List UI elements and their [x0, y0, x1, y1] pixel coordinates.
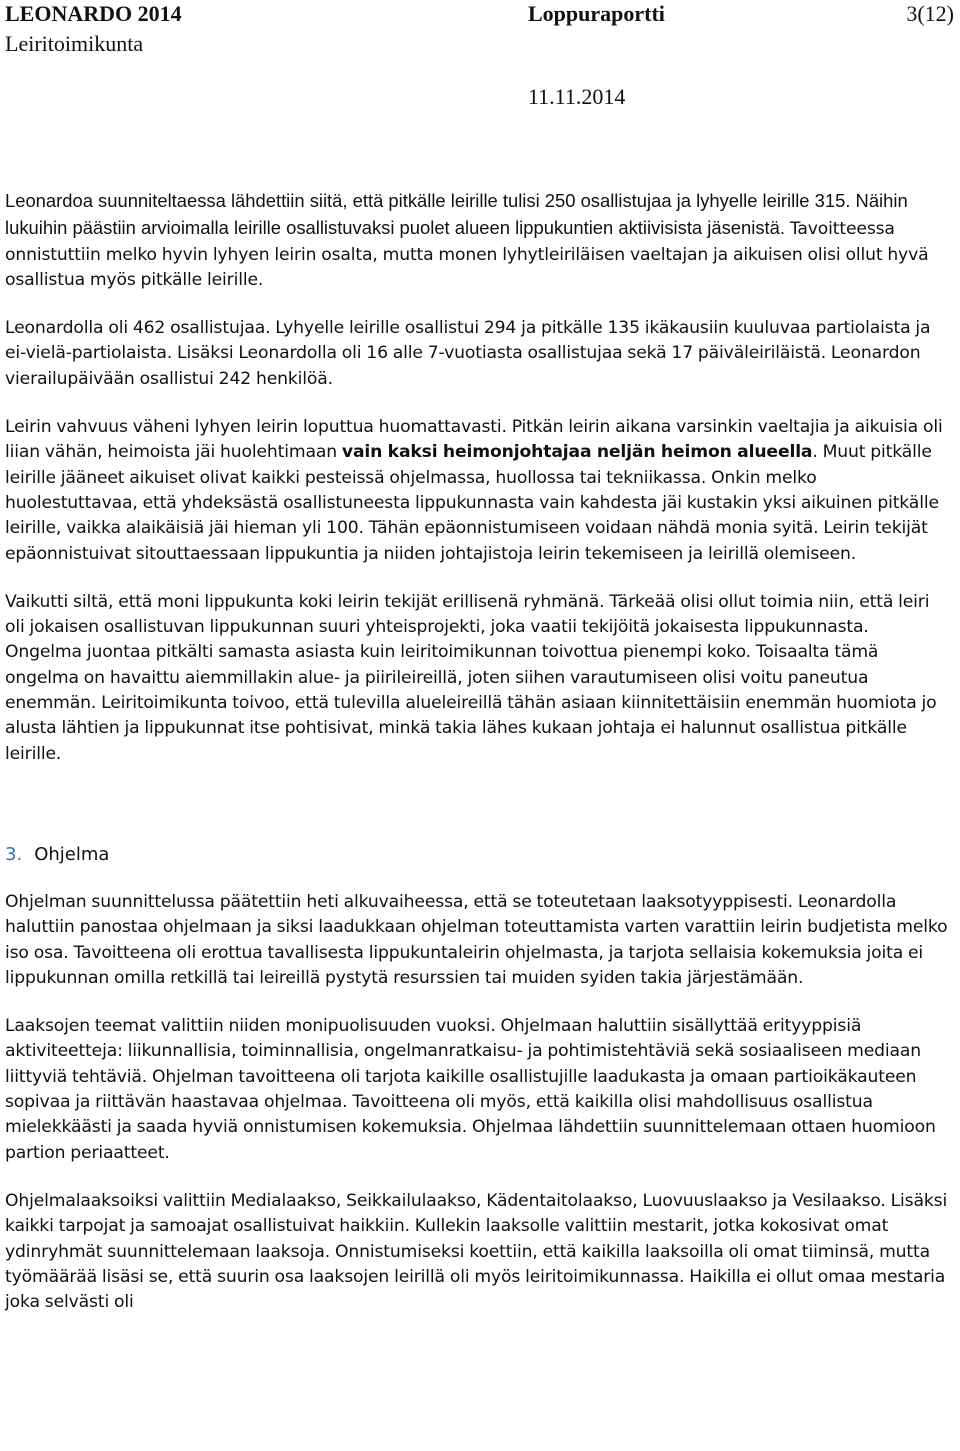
paragraph-program-valleys: Ohjelmalaaksoiksi valittiin Medialaakso, Seikkailulaakso, Kädentaitolaakso, Luovuuslaakso ja Vesilaakso. Lisäksi kaikki tarpojat ja samoajat osallistuivat haikkiin. Kullekin laaksolle valittiin mestarit, jotka kokosivat omat ydinryhmät suunnittelemaan laaksoja. Onnistumiseksi koettiin, että kaikilla laaksoilla oli omat tiiminsä, mutta työmäärää lisäsi se, että suurin osa laaksojen leirillä oli myös leiritoimikunnassa. Haikilla ei ollut omaa mestaria joka selvästi oli [5, 1190, 948, 1313]
paragraph-camp-strength [5, 415, 950, 567]
paragraph-valley-themes: Laaksojen teemat valittiin niiden monipuolisuuden vuoksi. Ohjelmaan haluttiin sisällyttää erityyppisiä aktiviteetteja: liikunnallisia, toiminnallisia, ongelmanratkaisu- ja pohtimistehtäviä sekä sosiaaliseen mediaan liittyviä tehtäviä. Ohjelman tavoitteena oli tarjota kaikille osallistujille laadukasta ja omaan partioikäkauteen sopivaa ja riittävän haastavaa ohjelmaa. Tavoitteena oli myös, että kaikilla olisi mahdollisuus osallistua mielekkäästi ja saada hyviä onnistumisen kokemuksia. Ohjelmaa lähdettiin suunnittelemaan ottaen huomioon partion periaatteet. [5, 1016, 936, 1163]
section-title: Ohjelma [34, 843, 110, 865]
document-body [5, 188, 950, 1338]
paragraph-camp-strength-emphasis: vain kaksi heimonjohtajaa neljän heimon alueella [341, 442, 813, 463]
section-heading [5, 842, 950, 868]
paragraph-participant-counts: Leonardolla oli 462 osallistujaa. Lyhyelle leirille osallistui 294 ja pitkälle 135 ikäkausiin kuuluvaa partiolaista ja ei-vielä-partiolaista. Lisäksi Leonardolla oli 16 alle 7-vuotiasta osallistujaa sekä 17 päiväleiriläistä. Leonardon vierailupäivään osallistui 242 henkilöä. [5, 318, 931, 389]
header-title: LEONARDO 2014 [5, 1, 182, 26]
paragraph-program-planning: Ohjelman suunnittelussa päätettiin heti alkuvaiheessa, että se toteutetaan laaksotyyppisesti. Leonardolla haluttiin panostaa ohjelmaan ja siksi laadukkaan ohjelman toteuttamista varten varattiin leirin budjetista melko iso osa. Tavoitteena oli erottua tavallisesta lippukuntaleirin ohjelmasta, ja tarjota sellaisia kokemuksia joita ei lippukunnan omilla retkillä tai leireillä pystytä resurssien tai muiden syiden takia järjestämään. [5, 891, 948, 988]
paragraph-participants-plan [5, 188, 950, 293]
header-date: 11.11.2014 [528, 84, 626, 109]
paragraph-camp-strength-part1: Leirin vahvuus väheni lyhyen leirin loputtua huomattavasti. Pitkän leirin aikana varsinkin vaeltajia ja aikuisia oli liian vähän, heimoista jäi huolehtimaan [5, 417, 943, 463]
section-number: 3. [5, 843, 23, 865]
header-page-number: 3(12) [906, 1, 954, 26]
paragraph-camp-strength-part2: . Muut pitkälle leirille jääneet aikuiset olivat kaikki pesteissä ohjelmassa, huollossa tai tekniikassa. Onkin melko huolestuttavaa, että yhdeksästä osallistuneesta lippukunnasta vain kahdesta jäi kustakin yksi aikuinen pitkälle leirille, vaikka alaikäisiä jäi hieman yli 100. Tähän epäonnistumiseen voidaan nähdä monia syitä. Leirin tekijät epäonnistuivat sitouttaessaan lippukuntia ja niiden johtajistoja leirin tekemiseen ja leirillä olemiseen. [5, 442, 939, 564]
paragraph-troop-engagement: Vaikutti siltä, että moni lippukunta koki leirin tekijät erillisenä ryhmänä. Tärkeää olisi ollut toimia niin, että leiri oli jokaisen osallistuvan lippukunnan suuri yhteisprojekti, joka vaatii tekijöitä jokaisesta lippukunnasta. Ongelma juontaa pitkälti samasta asiasta kuin leiritoimikunnan toivottua pienempi koko. Toisaalta tämä ongelma on havaittu aiemmillakin alue- ja piirileireillä, joten siihen varautumiseen olisi voitu paneutua enemmän. Leiritoimikunta toivoo, että tulevilla alueleireillä tähän asiaan kiinnitettäisiin enemmän huomiota jo alusta lähtien ja lippukunnat itse pohtisivat, minkä takia lähes kukaan johtaja ei halunnut osallistua pitkälle leirille. [5, 591, 937, 764]
header-doc-type: Loppuraportti [528, 1, 665, 26]
paragraph-participants-plan-part2: Tavoitteessa onnistuttiin melko hyvin lyhyen leirin osalta, mutta monen lyhytleiriläisen vaeltajan ja aikuisen olisi ollut hyvä osallistua myös pitkälle leirille. [5, 219, 929, 290]
page-header [5, 0, 954, 112]
paragraph-participants-plan-part1: Leonardoa suunniteltaessa lähdettiin siitä, että pitkälle leirille tulisi 250 osallistujaa ja lyhyelle leirille 315. Näihin lukuihin päästiin arvioimalla leirille osallistuvaksi puolet alueen lippukuntien aktiivisista jäsenistä. [5, 190, 908, 239]
header-subtitle: Leiritoimikunta [5, 31, 144, 56]
